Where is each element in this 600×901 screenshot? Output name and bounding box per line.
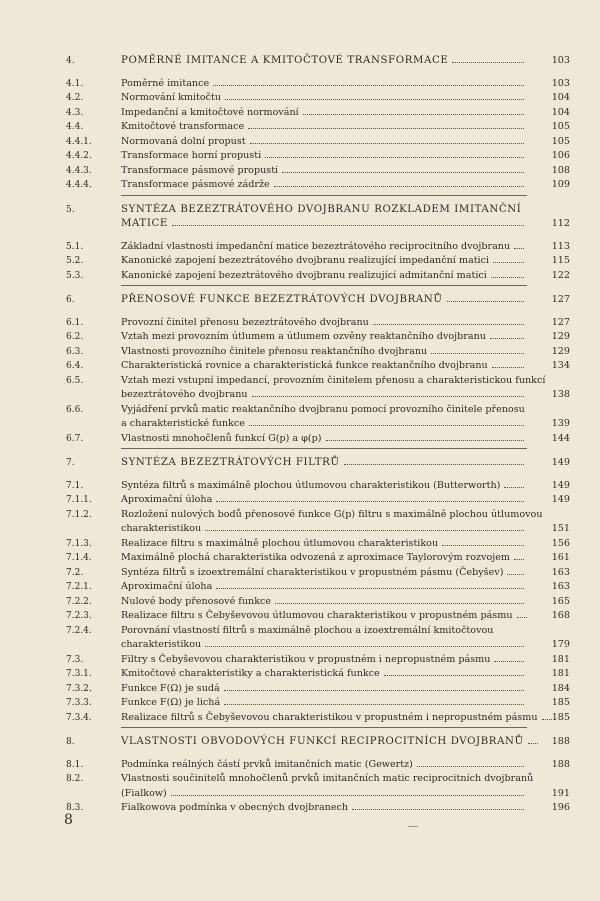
section-title (121, 758, 527, 773)
dot-leader (514, 559, 524, 560)
dot-leader (490, 338, 524, 339)
section-number: 8.3. (66, 803, 84, 813)
page-ref: 106 (551, 150, 570, 161)
page-ref: 104 (551, 106, 570, 118)
title-line: Podmínka reálných částí prvků imitančních matic (Gewertz) (121, 758, 413, 770)
section-number: 7. (66, 458, 75, 468)
title-line: Kanonické zapojení bezeztrátového dvojbranu realizující impedanční matici (121, 255, 490, 266)
title-line: Realizace filtru s Čebyševovou útlumovou charakteristikou v propustném pásmu (121, 610, 513, 621)
title-line: MATICE (121, 218, 168, 229)
dot-leader (431, 353, 524, 354)
page-ref: 149 (551, 494, 570, 505)
title-line: Kanonické zapojení bezeztrátového dvojbranu realizující admitanční matici (121, 269, 487, 281)
section-title (121, 178, 527, 193)
page-ref: 156 (551, 537, 570, 549)
section-title (121, 682, 527, 697)
section-title (121, 269, 527, 284)
section-number: 6.5. (66, 375, 84, 386)
dot-leader (492, 367, 524, 368)
dot-leader (493, 262, 524, 263)
dot-leader (216, 501, 524, 502)
page-ref: 149 (551, 479, 570, 491)
page-ref: 144 (551, 432, 570, 444)
section-number: 5. (66, 204, 75, 215)
section-number: 8. (66, 737, 75, 747)
section-title (121, 240, 527, 255)
dot-leader (282, 172, 524, 173)
section-number: 7.3.1. (66, 669, 92, 679)
title-line: Funkce F(Ω) je lichá (121, 697, 221, 708)
title-line: Maximálně plochá charakteristika odvozená z aproximace Taylorovým rozvojem (121, 552, 510, 563)
title-line: POMĚRNÉ IMITANCE A KMITOČTOVÉ TRANSFORMACE (121, 55, 449, 66)
section-title (121, 801, 527, 816)
page-ref: 184 (551, 682, 570, 694)
section-title (121, 711, 538, 726)
section-number: 8.2. (66, 774, 84, 784)
dot-leader (517, 617, 527, 618)
title-line: Aproximační úloha (121, 494, 213, 505)
dot-leader (224, 704, 524, 705)
section-number: 5.2. (66, 256, 84, 266)
page-ref: 151 (551, 523, 570, 534)
section-title (121, 735, 527, 750)
title-line: Realizace filtru s maximálně plochou útlumovou charakteristikou (121, 537, 439, 549)
print-mark (408, 826, 418, 827)
section-title (121, 403, 527, 432)
title-line: charakteristikou (121, 639, 202, 650)
page-ref: 103 (551, 77, 570, 89)
section-title (121, 696, 527, 711)
section-number: 7.1.3. (66, 538, 92, 549)
dot-leader (344, 464, 524, 465)
dot-leader (274, 186, 524, 187)
dot-leader (171, 795, 524, 796)
section-number: 5.1. (66, 241, 84, 252)
page-ref: 185 (551, 697, 570, 708)
page-ref: 163 (551, 566, 570, 578)
section-number: 4.4.1. (66, 136, 92, 147)
section-title (121, 479, 527, 494)
dot-leader (514, 248, 524, 249)
section-number: 4.4. (66, 122, 84, 132)
title-line: a charakteristické funkce (121, 418, 245, 429)
page-ref: 127 (551, 294, 570, 305)
title-line: Aproximační úloha (121, 581, 213, 592)
page-ref: 105 (551, 135, 570, 147)
title-line: Charakteristická rovnice a charakteristická funkce reaktančního dvojbranu (121, 360, 488, 371)
section-title (121, 106, 527, 121)
page-ref: 163 (551, 581, 570, 592)
section-title (121, 667, 527, 682)
page-ref: 112 (551, 218, 570, 229)
page-number: 8 (64, 812, 73, 828)
page-ref: 105 (551, 121, 570, 132)
section-number: 6.2. (66, 332, 84, 342)
section-number: 6.1. (66, 317, 84, 328)
page-ref: 168 (551, 610, 570, 621)
title-line: VLASTNOSTI OBVODOVÝCH FUNKCÍ RECIPROCITNÍCH DVOJBRANŮ (121, 736, 524, 747)
page-ref: 185 (551, 711, 570, 723)
title-line: charakteristikou (121, 523, 202, 534)
section-title (121, 149, 527, 164)
chapter-rule (121, 448, 527, 449)
page-ref: 139 (551, 418, 570, 429)
title-line: Kmitočtové transformace (121, 121, 245, 132)
title-line: Transformace pásmové zádrže (121, 179, 270, 190)
page-ref: 134 (551, 360, 570, 371)
section-title (121, 624, 527, 653)
section-title (121, 537, 527, 552)
section-title (121, 653, 527, 668)
page-ref: 127 (551, 316, 570, 328)
section-title (121, 609, 527, 624)
title-line: Transformace pásmové propusti (121, 164, 279, 176)
page-ref: 129 (551, 331, 570, 342)
section-number: 7.2.2. (66, 596, 92, 607)
section-title (121, 316, 527, 331)
dot-leader (303, 114, 524, 115)
title-line: Normovaná dolní propust (121, 135, 246, 147)
section-number: 8.1. (66, 759, 84, 770)
title-line: Transformace horní propusti (121, 150, 262, 161)
page-ref: 161 (551, 552, 570, 563)
dot-leader (507, 574, 524, 575)
section-title (121, 135, 527, 150)
title-line: (Fialkow) (121, 787, 167, 799)
section-number: 6.6. (66, 404, 84, 415)
section-title (121, 508, 543, 537)
title-line: Fialkowova podmínka v obecných dvojbranech (121, 802, 349, 813)
title-line: Základní vlastnosti impedanční matice bezeztrátového reciprocitního dvojbranu (121, 240, 511, 252)
title-line: Kmitočtové charakteristiky a charakteristická funkce (121, 668, 380, 679)
section-number: 4.4.4. (66, 180, 92, 190)
title-line: Vlastnosti součinitelů mnohočlenů prvků imitančních matic reciprocitních dvojbranů (121, 773, 534, 784)
page-ref: 179 (551, 639, 570, 650)
dot-leader (491, 277, 524, 278)
title-line: Normování kmitočtu (121, 92, 222, 103)
section-title (121, 493, 527, 508)
page-ref: 165 (551, 595, 570, 607)
chapter-rule (121, 285, 527, 286)
section-title (121, 551, 527, 566)
page-ref: 149 (551, 457, 570, 468)
section-number: 7.2.3. (66, 611, 92, 621)
section-number: 6.4. (66, 361, 84, 371)
section-title (121, 254, 527, 269)
section-title (121, 203, 527, 232)
section-title (121, 54, 527, 69)
page-ref: 188 (551, 736, 570, 747)
page-ref: 181 (551, 653, 570, 665)
section-number: 6.7. (66, 433, 84, 444)
page-ref: 188 (551, 758, 570, 770)
section-title (121, 566, 527, 581)
section-title (121, 432, 527, 447)
title-line: Vlastnosti mnohočlenů funkcí G(p) a φ(p) (121, 432, 322, 444)
page-ref: 104 (551, 92, 570, 103)
title-line: Provozní činitel přenosu bezeztrátového dvojbranu (121, 316, 369, 328)
dot-leader (275, 603, 524, 604)
section-number: 7.2. (66, 567, 84, 578)
dot-leader (447, 301, 524, 302)
section-title (121, 293, 527, 308)
section-number: 5.3. (66, 270, 84, 281)
section-title (121, 91, 527, 106)
title-line: Syntéza filtrů s izoextremální charakteristikou v propustném pásmu (Čebyšev) (121, 566, 504, 578)
page-ref: 138 (551, 389, 570, 400)
page-ref: 181 (551, 668, 570, 679)
dot-leader (504, 487, 524, 488)
section-title (121, 77, 527, 92)
dot-leader (252, 396, 524, 397)
page-ref: 115 (551, 255, 570, 266)
section-number: 4.1. (66, 78, 84, 89)
title-line: Realizace filtrů s Čebyševovou charakteristikou v propustném i nepropustném pásmu (121, 711, 538, 723)
section-title (121, 330, 527, 345)
title-line: Poměrné imitance (121, 77, 210, 89)
dot-leader (250, 143, 524, 144)
dot-leader (265, 157, 524, 158)
title-line: Impedanční a kmitočtové normování (121, 106, 299, 118)
page-ref: 122 (551, 269, 570, 281)
dot-leader (248, 128, 524, 129)
title-line: SYNTÉZA BEZEZTRÁTOVÝCH FILTRŮ (121, 457, 340, 468)
dot-leader (216, 588, 524, 589)
dot-leader (452, 62, 524, 63)
page-ref: 196 (551, 802, 570, 813)
title-line: Vztah mezi vstupní impedancí, provozním činitelem přenosu a charakteristickou funkcí (121, 374, 546, 386)
title-line: SYNTÉZA BEZEZTRÁTOVÉHO DVOJBRANU ROZKLADEM IMITANČNÍ (121, 203, 522, 215)
page-ref: 113 (551, 240, 570, 252)
section-title (121, 374, 546, 403)
section-number: 4.3. (66, 107, 84, 118)
section-number: 4.2. (66, 93, 84, 103)
section-number: 6.3. (66, 346, 84, 357)
section-number: 7.1.4. (66, 553, 92, 563)
title-line: Nulové body přenosové funkce (121, 595, 272, 607)
title-line: Vyjádření prvků matic reaktančního dvojbranu pomocí provozního činitele přenosu (121, 403, 525, 415)
dot-leader (224, 690, 524, 691)
section-title (121, 580, 527, 595)
section-number: 7.3.4. (66, 712, 92, 723)
title-line: Porovnání vlastností filtrů s maximálně plochou a izoextremální kmitočtovou (121, 624, 494, 636)
chapter-rule (121, 727, 527, 728)
section-number: 7.3.2. (66, 683, 92, 694)
title-line: Funkce F(Ω) je sudá (121, 682, 220, 694)
title-line: Rozložení nulových bodů přenosové funkce G(p) filtru s maximálně plochou útlumovou (121, 508, 543, 520)
dot-leader (172, 225, 524, 226)
page-ref: 103 (551, 55, 570, 66)
title-line: Vztah mezi provozním útlumem a útlumem ozvěny reaktančního dvojbranu (121, 331, 486, 342)
section-title (121, 345, 527, 360)
dot-leader (225, 99, 524, 100)
section-number: 7.3.3. (66, 698, 92, 708)
section-title (121, 595, 527, 610)
section-number: 6. (66, 295, 75, 305)
section-title (121, 456, 527, 471)
dot-leader (205, 646, 524, 647)
section-number: 7.3. (66, 654, 84, 665)
dot-leader (384, 675, 524, 676)
dot-leader (205, 530, 524, 531)
title-line: Vlastnosti provozního činitele přenosu reaktančního dvojbranu (121, 345, 428, 357)
title-line: Syntéza filtrů s maximálně plochou útlumovou charakteristikou (Butterworth) (121, 479, 501, 491)
section-title (121, 120, 527, 135)
page-ref: 191 (551, 787, 570, 799)
dot-leader (213, 85, 524, 86)
section-number: 4.4.3. (66, 165, 92, 176)
section-number: 7.2.1. (66, 582, 92, 592)
section-number: 7.1. (66, 480, 84, 491)
section-number: 4.4.2. (66, 151, 92, 161)
page-ref: 129 (551, 345, 570, 357)
dot-leader (326, 440, 524, 441)
section-number: 7.1.1. (66, 495, 92, 505)
section-title (121, 772, 534, 801)
page-ref: 108 (551, 164, 570, 176)
dot-leader (494, 661, 524, 662)
title-line: PŘENOSOVÉ FUNKCE BEZEZTRÁTOVÝCH DVOJBRANŮ (121, 294, 443, 305)
section-number: 7.2.4. (66, 625, 92, 636)
section-number: 7.1.2. (66, 509, 92, 520)
section-number: 4. (66, 56, 75, 66)
dot-leader (442, 545, 524, 546)
title-line: Filtry s Čebyševovou charakteristikou v propustném i nepropustném pásmu (121, 653, 491, 665)
dot-leader (249, 425, 524, 426)
page-ref: 109 (551, 179, 570, 190)
dot-leader (373, 324, 524, 325)
title-line: bezeztrátového dvojbranu (121, 389, 248, 400)
dot-leader (417, 766, 524, 767)
dot-leader (352, 809, 524, 810)
section-title (121, 359, 527, 374)
section-title (121, 164, 527, 179)
chapter-rule (121, 195, 527, 196)
